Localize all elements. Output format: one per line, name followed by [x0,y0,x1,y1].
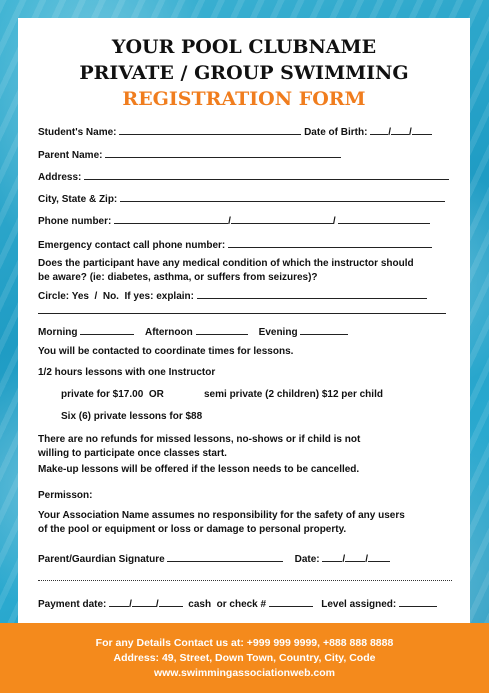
evening-field[interactable] [300,325,348,335]
phone-field-1[interactable] [114,214,228,224]
medical-question-2: be aware? (ie: diabetes, asthma, or suffers from seizures)? [38,272,318,283]
circle-label: Circle: Yes / No. If yes: explain: [38,291,194,302]
signature-date-day[interactable] [345,552,365,562]
evening-label: Evening [258,327,298,338]
cash-check-label: cash or check # [188,599,267,610]
signature-row: Parent/Gaurdian Signature Date: / / [38,552,390,565]
permission-text-2: of the pool or equipment or loss or damage to personal property. [38,524,347,535]
half-hours-text: 1/2 hours lessons with one Instructor [38,367,216,378]
student-name-row: Student's Name: Date of Birth: / / [38,125,432,138]
contact-footer [0,623,489,693]
dob-label: Date of Birth: [304,127,368,138]
refund-text-2: willing to participate once classes start. [38,448,227,459]
morning-field[interactable] [80,325,134,335]
medical-explain-line-2[interactable] [38,304,446,314]
private-rate-text: private for $17.00 OR [61,389,164,400]
medical-question-1: Does the participant have any medical condition of which the instructor should [38,258,414,269]
phone-field-2[interactable] [231,214,333,224]
address-field[interactable] [84,170,449,180]
registration-form-sheet [18,18,470,623]
footer-contact: For any Details Contact us at: +999 999 9999, +888 888 8888 [95,637,394,649]
city-label: City, State & Zip: [38,194,118,205]
payment-date-day[interactable] [132,597,156,607]
afternoon-label: Afternoon [144,327,193,338]
dob-month-field[interactable] [370,125,388,135]
semi-private-rate-text: semi private (2 children) $12 per child [204,389,383,400]
signature-label: Parent/Gaurdian Signature [38,554,165,565]
phone-field-3[interactable] [338,214,430,224]
phone-row: Phone number: / / [38,214,430,227]
footer-website[interactable]: www.swimmingassociationweb.com [153,667,336,679]
dotted-divider [38,580,452,581]
signature-date-label: Date: [294,554,320,565]
payment-date-month[interactable] [109,597,129,607]
six-lessons-text: Six (6) private lessons for $88 [61,411,203,422]
parent-name-row [38,148,341,161]
emergency-label: Emergency contact call phone number: [38,240,226,251]
signature-field[interactable] [167,552,283,562]
footer-address: Address: 49, Street, Down Town, Country, City, Code [113,652,376,664]
payment-date-label: Payment date: [38,599,107,610]
student-name-label: Student's Name: [38,127,117,138]
time-preference-row [38,325,348,338]
signature-date-month[interactable] [322,552,342,562]
morning-label: Morning [38,327,78,338]
address-row [38,170,449,183]
address-label: Address: [38,172,82,183]
medical-explain-row [38,289,427,302]
club-name-title: YOUR POOL CLUBNAME [111,36,377,58]
payment-date-year[interactable] [159,597,183,607]
payment-row: Payment date: / / cash or check # Level assigned: [38,597,437,610]
contacted-text: You will be contacted to coordinate times for lessons. [38,346,294,357]
medical-explain-field[interactable] [197,289,427,299]
level-label: Level assigned: [321,599,397,610]
city-row [38,192,445,205]
parent-name-field[interactable] [105,148,341,158]
afternoon-field[interactable] [196,325,248,335]
level-field[interactable] [399,597,437,607]
parent-name-label: Parent Name: [38,150,103,161]
dob-day-field[interactable] [391,125,409,135]
city-field[interactable] [120,192,445,202]
permission-label: Permisson: [38,490,93,501]
refund-text-1: There are no refunds for missed lessons, no-shows or if child is not [38,434,361,445]
emergency-row [38,238,432,251]
form-title: REGISTRATION FORM [122,88,366,110]
program-title: PRIVATE / GROUP SWIMMING [79,62,409,84]
permission-text-1: Your Association Name assumes no responsibility for the safety of any users [38,510,405,521]
check-number-field[interactable] [269,597,313,607]
signature-date-year[interactable] [368,552,390,562]
phone-label: Phone number: [38,216,112,227]
makeup-text: Make-up lessons will be offered if the lesson needs to be cancelled. [38,464,360,475]
dob-year-field[interactable] [412,125,432,135]
student-name-field[interactable] [119,125,301,135]
emergency-field[interactable] [228,238,432,248]
